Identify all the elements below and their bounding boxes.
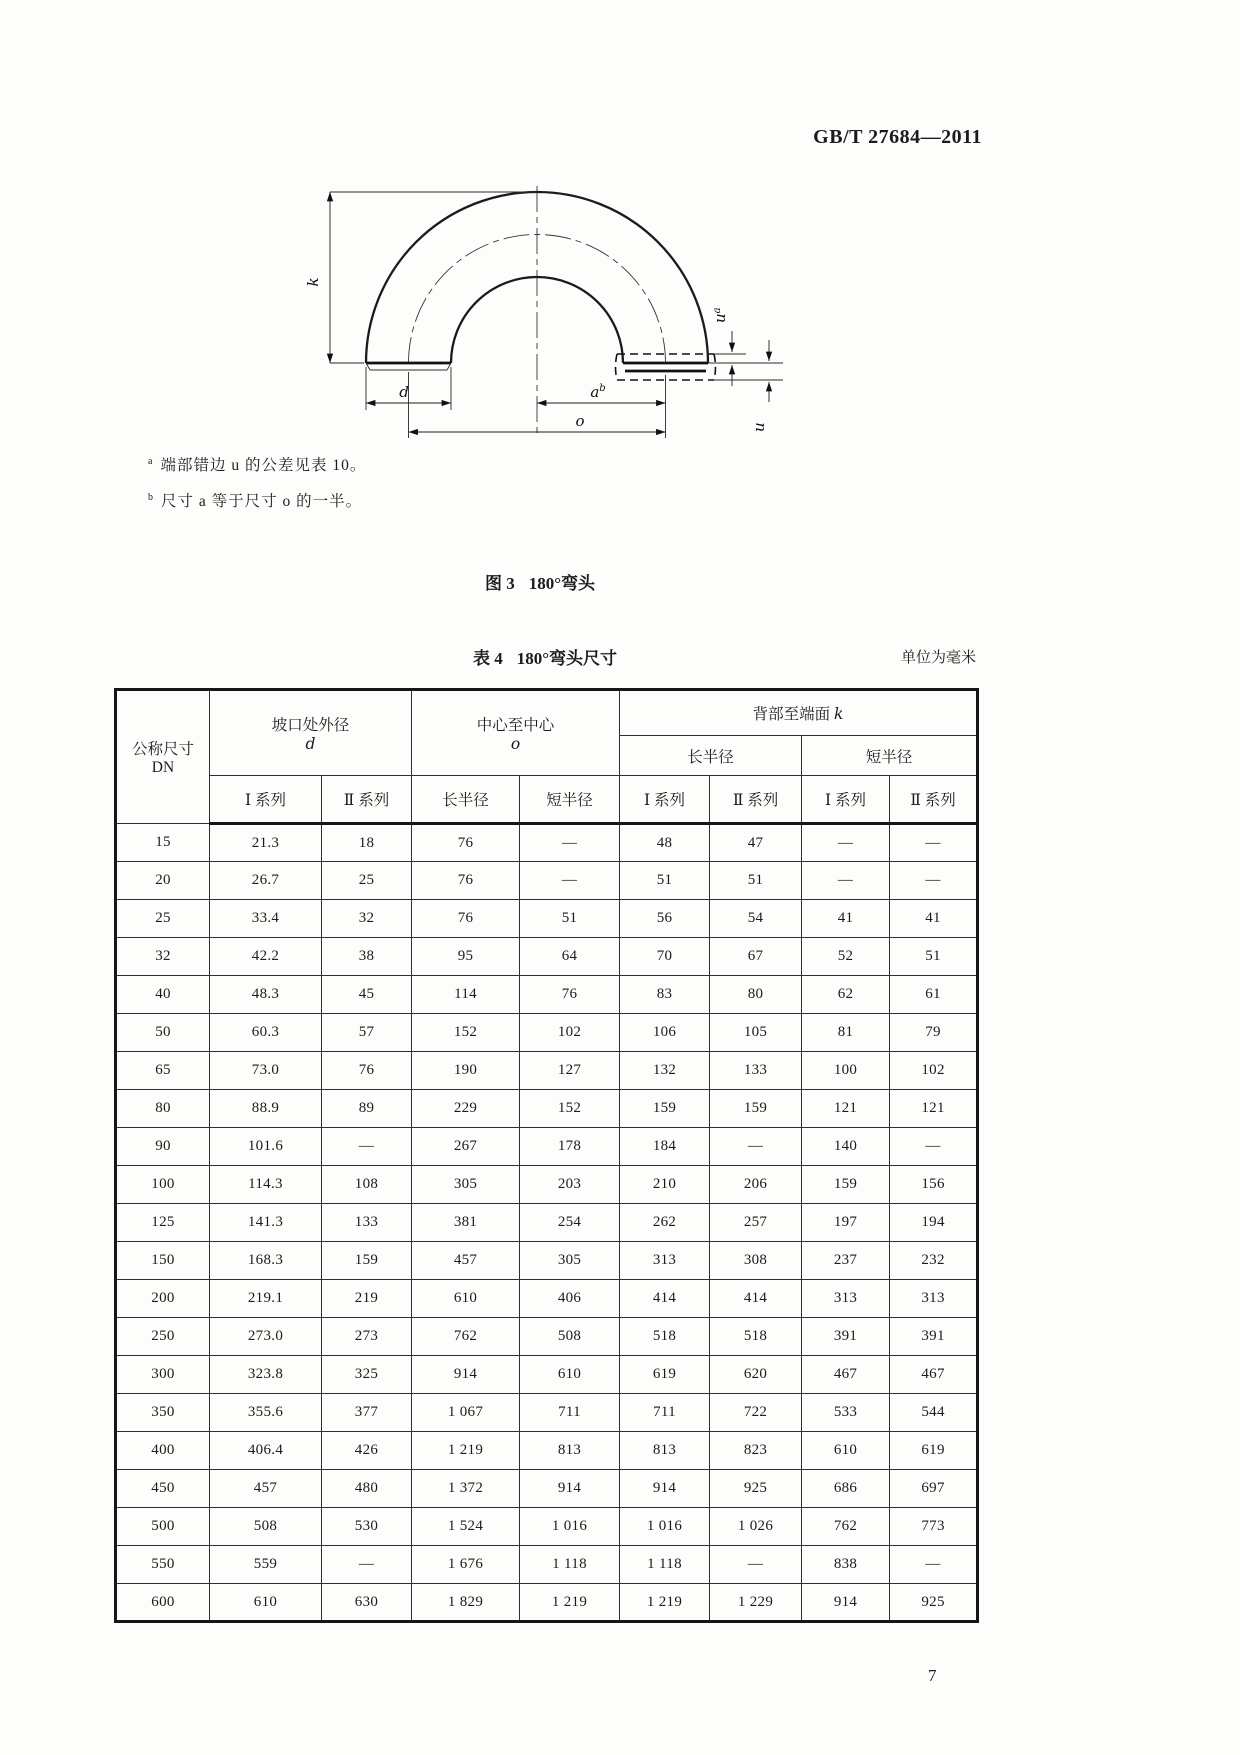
table-row bbox=[116, 1280, 978, 1318]
u-lower-label: u bbox=[750, 422, 768, 432]
unit-note: 单位为毫米 bbox=[900, 650, 976, 666]
table-cell: 45 bbox=[322, 976, 412, 1014]
table-cell: — bbox=[890, 1128, 978, 1166]
table-cell: 70 bbox=[620, 938, 710, 976]
table-cell: 257 bbox=[710, 1204, 802, 1242]
table-cell: — bbox=[322, 1128, 412, 1166]
elbow-figure bbox=[280, 180, 800, 448]
table-cell: 32 bbox=[116, 938, 210, 976]
table-cell: 47 bbox=[710, 824, 802, 862]
header-group-d: 坡口处外径 d bbox=[210, 690, 412, 776]
table-cell: 150 bbox=[116, 1242, 210, 1280]
table-cell: 262 bbox=[620, 1204, 710, 1242]
table-cell: 133 bbox=[710, 1052, 802, 1090]
table-cell: 619 bbox=[620, 1356, 710, 1394]
table-cell: 40 bbox=[116, 976, 210, 1014]
table-cell: 62 bbox=[802, 976, 890, 1014]
table-cell: 1 016 bbox=[520, 1508, 620, 1546]
table-cell: 600 bbox=[116, 1584, 210, 1622]
table-cell: 41 bbox=[890, 900, 978, 938]
table-cell: — bbox=[710, 1128, 802, 1166]
table-row bbox=[116, 1204, 978, 1242]
table-cell: 25 bbox=[116, 900, 210, 938]
table-cell: 544 bbox=[890, 1394, 978, 1432]
table-cell: 50 bbox=[116, 1014, 210, 1052]
header-short-radius: 短半径 bbox=[802, 736, 978, 776]
table-cell: 159 bbox=[802, 1166, 890, 1204]
table-cell: 254 bbox=[520, 1204, 620, 1242]
table-cell: 121 bbox=[890, 1090, 978, 1128]
table-cell: 184 bbox=[620, 1128, 710, 1166]
table-cell: 530 bbox=[322, 1508, 412, 1546]
table-cell: 76 bbox=[412, 862, 520, 900]
table-cell: 76 bbox=[412, 824, 520, 862]
table-row bbox=[116, 824, 978, 862]
table-row bbox=[116, 1470, 978, 1508]
table-cell: 121 bbox=[802, 1090, 890, 1128]
right-end-face bbox=[623, 363, 708, 371]
table-cell: 313 bbox=[802, 1280, 890, 1318]
table-cell: 61 bbox=[890, 976, 978, 1014]
table-cell: 350 bbox=[116, 1394, 210, 1432]
table-cell: 156 bbox=[890, 1166, 978, 1204]
table-cell: 178 bbox=[520, 1128, 620, 1166]
table-cell: — bbox=[520, 824, 620, 862]
table-cell: 52 bbox=[802, 938, 890, 976]
table-cell: 79 bbox=[890, 1014, 978, 1052]
table-cell: 105 bbox=[710, 1014, 802, 1052]
table-cell: 38 bbox=[322, 938, 412, 976]
table-cell: 114 bbox=[412, 976, 520, 1014]
k-dimension bbox=[304, 192, 537, 363]
table-cell: 686 bbox=[802, 1470, 890, 1508]
table-caption-row bbox=[114, 644, 976, 668]
table-cell: 102 bbox=[890, 1052, 978, 1090]
table-cell: 152 bbox=[412, 1014, 520, 1052]
table-cell: 102 bbox=[520, 1014, 620, 1052]
table-cell: 20 bbox=[116, 862, 210, 900]
table-cell: 838 bbox=[802, 1546, 890, 1584]
table-cell: — bbox=[890, 862, 978, 900]
header-k-long-series1: Ⅰ 系列 bbox=[620, 776, 710, 824]
footnote-b-text: 尺寸 a 等于尺寸 o 的一半。 bbox=[161, 493, 363, 511]
figure-caption bbox=[0, 569, 1080, 594]
table-cell: 56 bbox=[620, 900, 710, 938]
table-cell: 197 bbox=[802, 1204, 890, 1242]
table-cell: 414 bbox=[620, 1280, 710, 1318]
table-cell: 200 bbox=[116, 1280, 210, 1318]
table-cell: 25 bbox=[322, 862, 412, 900]
table-cell: 83 bbox=[620, 976, 710, 1014]
table-cell: 619 bbox=[890, 1432, 978, 1470]
header-long-radius: 长半径 bbox=[620, 736, 802, 776]
table-cell: 73.0 bbox=[210, 1052, 322, 1090]
table-cell: 203 bbox=[520, 1166, 620, 1204]
table-row bbox=[116, 1394, 978, 1432]
table-cell: 308 bbox=[710, 1242, 802, 1280]
header-k-long-series2: Ⅱ 系列 bbox=[710, 776, 802, 824]
header-dn: 公称尺寸 DN bbox=[116, 690, 210, 824]
table-cell: 15 bbox=[116, 824, 210, 862]
table-cell: 813 bbox=[620, 1432, 710, 1470]
table-cell: 100 bbox=[802, 1052, 890, 1090]
table-row bbox=[116, 1166, 978, 1204]
table-row bbox=[116, 976, 978, 1014]
table-row bbox=[116, 1090, 978, 1128]
a-label: $a^b$ bbox=[590, 383, 606, 401]
table-cell: 823 bbox=[710, 1432, 802, 1470]
table-cell: 381 bbox=[412, 1204, 520, 1242]
table-cell: 1 229 bbox=[710, 1584, 802, 1622]
table-cell: 300 bbox=[116, 1356, 210, 1394]
table-cell: 76 bbox=[520, 976, 620, 1014]
table-cell: 76 bbox=[412, 900, 520, 938]
table-row bbox=[116, 1052, 978, 1090]
table-cell: 210 bbox=[620, 1166, 710, 1204]
table-cell: 95 bbox=[412, 938, 520, 976]
table-cell: 64 bbox=[520, 938, 620, 976]
table-cell: 32 bbox=[322, 900, 412, 938]
table-cell: 355.6 bbox=[210, 1394, 322, 1432]
table-cell: — bbox=[710, 1546, 802, 1584]
page-number: 7 bbox=[928, 1666, 937, 1685]
table-cell: 500 bbox=[116, 1508, 210, 1546]
table-cell: 450 bbox=[116, 1470, 210, 1508]
footnote-b bbox=[148, 482, 366, 518]
table-cell: 41 bbox=[802, 900, 890, 938]
table-row bbox=[116, 1508, 978, 1546]
table-cell: 1 219 bbox=[412, 1432, 520, 1470]
table-cell: — bbox=[802, 862, 890, 900]
table-cell: 51 bbox=[520, 900, 620, 938]
figure-caption-label: 图 3 bbox=[484, 574, 515, 593]
table-row bbox=[116, 1356, 978, 1394]
table-cell: 914 bbox=[412, 1356, 520, 1394]
table-cell: 1 219 bbox=[520, 1584, 620, 1622]
header-d-series1: Ⅰ 系列 bbox=[210, 776, 322, 824]
table-cell: 391 bbox=[890, 1318, 978, 1356]
table-row bbox=[116, 900, 978, 938]
table-cell: 76 bbox=[322, 1052, 412, 1090]
table-cell: 1 829 bbox=[412, 1584, 520, 1622]
figure-caption-title: 180°弯头 bbox=[528, 574, 596, 593]
table-caption-title: 180°弯头尺寸 bbox=[516, 649, 618, 668]
table-cell: 1 372 bbox=[412, 1470, 520, 1508]
table-cell: 508 bbox=[520, 1318, 620, 1356]
left-end-face bbox=[366, 363, 451, 370]
table-cell: 406 bbox=[520, 1280, 620, 1318]
table-cell: 426 bbox=[322, 1432, 412, 1470]
table-cell: 42.2 bbox=[210, 938, 322, 976]
table-cell: 391 bbox=[802, 1318, 890, 1356]
table-row bbox=[116, 1584, 978, 1622]
table-cell: 51 bbox=[620, 862, 710, 900]
table-cell: 152 bbox=[520, 1090, 620, 1128]
table-row bbox=[116, 1432, 978, 1470]
table-cell: 1 524 bbox=[412, 1508, 520, 1546]
table-cell: 90 bbox=[116, 1128, 210, 1166]
table-cell: 48 bbox=[620, 824, 710, 862]
table-cell: 125 bbox=[116, 1204, 210, 1242]
table-caption-label: 表 4 bbox=[472, 649, 503, 668]
table-row bbox=[116, 1128, 978, 1166]
table-cell: 54 bbox=[710, 900, 802, 938]
table-cell: 190 bbox=[412, 1052, 520, 1090]
table-cell: 48.3 bbox=[210, 976, 322, 1014]
table-row bbox=[116, 1318, 978, 1356]
table-cell: 159 bbox=[710, 1090, 802, 1128]
table-cell: 57 bbox=[322, 1014, 412, 1052]
table-cell: 400 bbox=[116, 1432, 210, 1470]
table-cell: 1 118 bbox=[520, 1546, 620, 1584]
table-cell: 1 676 bbox=[412, 1546, 520, 1584]
table-cell: 610 bbox=[520, 1356, 620, 1394]
table-cell: 914 bbox=[620, 1470, 710, 1508]
table-row bbox=[116, 1014, 978, 1052]
header-o-long: 长半径 bbox=[412, 776, 520, 824]
table-cell: — bbox=[802, 824, 890, 862]
table-cell: 60.3 bbox=[210, 1014, 322, 1052]
footnote-a-text: 端部错边 u 的公差见表 10。 bbox=[160, 457, 367, 475]
header-d-series2: Ⅱ 系列 bbox=[322, 776, 412, 824]
table-cell: 711 bbox=[620, 1394, 710, 1432]
table-body bbox=[116, 824, 978, 1622]
header-o-short: 短半径 bbox=[520, 776, 620, 824]
table-cell: 406.4 bbox=[210, 1432, 322, 1470]
table-cell: 65 bbox=[116, 1052, 210, 1090]
table-cell: 457 bbox=[210, 1470, 322, 1508]
footnote-a-marker: a bbox=[148, 456, 153, 467]
table-cell: 132 bbox=[620, 1052, 710, 1090]
table-cell: 229 bbox=[412, 1090, 520, 1128]
table-cell: 773 bbox=[890, 1508, 978, 1546]
table-cell: — bbox=[890, 1546, 978, 1584]
table-cell: 610 bbox=[412, 1280, 520, 1318]
table-cell: 457 bbox=[412, 1242, 520, 1280]
table-cell: 133 bbox=[322, 1204, 412, 1242]
table-cell: 108 bbox=[322, 1166, 412, 1204]
table-cell: 26.7 bbox=[210, 862, 322, 900]
table-cell: 267 bbox=[412, 1128, 520, 1166]
table-cell: 159 bbox=[322, 1242, 412, 1280]
table-cell: 51 bbox=[890, 938, 978, 976]
footnote-a bbox=[148, 446, 366, 482]
figure-footnotes bbox=[148, 446, 366, 518]
a-dimension bbox=[537, 375, 666, 438]
table-row bbox=[116, 862, 978, 900]
table-row bbox=[116, 1546, 978, 1584]
table-cell: 1 016 bbox=[620, 1508, 710, 1546]
table-cell: 141.3 bbox=[210, 1204, 322, 1242]
table-cell: 313 bbox=[890, 1280, 978, 1318]
table-cell: 722 bbox=[710, 1394, 802, 1432]
header-group-k: 背部至端面 k bbox=[620, 690, 978, 736]
table-cell: 88.9 bbox=[210, 1090, 322, 1128]
table-cell: 237 bbox=[802, 1242, 890, 1280]
table-cell: — bbox=[890, 824, 978, 862]
u-upper-dimension bbox=[708, 307, 783, 386]
header-group-o: 中心至中心 o bbox=[412, 690, 620, 776]
d-label: d bbox=[399, 383, 409, 401]
table-cell: 323.8 bbox=[210, 1356, 322, 1394]
table-cell: 51 bbox=[710, 862, 802, 900]
table-cell: 1 067 bbox=[412, 1394, 520, 1432]
table-cell: 620 bbox=[710, 1356, 802, 1394]
table-header bbox=[116, 690, 978, 824]
table-cell: 80 bbox=[116, 1090, 210, 1128]
table-cell: 1 219 bbox=[620, 1584, 710, 1622]
table-cell: 101.6 bbox=[210, 1128, 322, 1166]
table-cell: 305 bbox=[412, 1166, 520, 1204]
table-cell: 194 bbox=[890, 1204, 978, 1242]
table-cell: 127 bbox=[520, 1052, 620, 1090]
table-cell: 273 bbox=[322, 1318, 412, 1356]
table-cell: 18 bbox=[322, 824, 412, 862]
table-cell: 80 bbox=[710, 976, 802, 1014]
table-cell: 813 bbox=[520, 1432, 620, 1470]
table-cell: 250 bbox=[116, 1318, 210, 1356]
table-cell: 377 bbox=[322, 1394, 412, 1432]
table-cell: 610 bbox=[210, 1584, 322, 1622]
table-cell: 518 bbox=[710, 1318, 802, 1356]
table-cell: 232 bbox=[890, 1242, 978, 1280]
table-cell: 508 bbox=[210, 1508, 322, 1546]
table-cell: 762 bbox=[802, 1508, 890, 1546]
table-cell: 559 bbox=[210, 1546, 322, 1584]
table-cell: 67 bbox=[710, 938, 802, 976]
table-cell: 81 bbox=[802, 1014, 890, 1052]
table-cell: 21.3 bbox=[210, 824, 322, 862]
u-upper-label: $u^a$ bbox=[711, 307, 729, 323]
header-k-short-series1: Ⅰ 系列 bbox=[802, 776, 890, 824]
table-cell: 533 bbox=[802, 1394, 890, 1432]
k-label: k bbox=[304, 277, 322, 287]
table-cell: 914 bbox=[802, 1584, 890, 1622]
table-cell: 914 bbox=[520, 1470, 620, 1508]
table-cell: 697 bbox=[890, 1470, 978, 1508]
table-row bbox=[116, 938, 978, 976]
table-cell: 467 bbox=[802, 1356, 890, 1394]
table-cell: 1 118 bbox=[620, 1546, 710, 1584]
table-cell: — bbox=[322, 1546, 412, 1584]
standard-number-header: GB/T 27684—2011 bbox=[813, 126, 982, 148]
table-row bbox=[116, 1242, 978, 1280]
table-cell: 168.3 bbox=[210, 1242, 322, 1280]
elbow-diagram bbox=[280, 180, 800, 448]
table-cell: 480 bbox=[322, 1470, 412, 1508]
table-cell: 925 bbox=[710, 1470, 802, 1508]
table-cell: 630 bbox=[322, 1584, 412, 1622]
table-cell: 106 bbox=[620, 1014, 710, 1052]
table-cell: 219.1 bbox=[210, 1280, 322, 1318]
table-cell: 305 bbox=[520, 1242, 620, 1280]
table-cell: 100 bbox=[116, 1166, 210, 1204]
table-cell: — bbox=[520, 862, 620, 900]
table-cell: 206 bbox=[710, 1166, 802, 1204]
table-cell: 925 bbox=[890, 1584, 978, 1622]
table-cell: 325 bbox=[322, 1356, 412, 1394]
table-caption bbox=[114, 644, 976, 669]
table-cell: 762 bbox=[412, 1318, 520, 1356]
table-cell: 1 026 bbox=[710, 1508, 802, 1546]
table-cell: 550 bbox=[116, 1546, 210, 1584]
header-k-short-series2: Ⅱ 系列 bbox=[890, 776, 978, 824]
table-cell: 467 bbox=[890, 1356, 978, 1394]
table-cell: 518 bbox=[620, 1318, 710, 1356]
table-cell: 414 bbox=[710, 1280, 802, 1318]
table-cell: 114.3 bbox=[210, 1166, 322, 1204]
table-cell: 140 bbox=[802, 1128, 890, 1166]
table-cell: 313 bbox=[620, 1242, 710, 1280]
table-cell: 89 bbox=[322, 1090, 412, 1128]
table-cell: 273.0 bbox=[210, 1318, 322, 1356]
table-cell: 610 bbox=[802, 1432, 890, 1470]
footnote-b-marker: b bbox=[148, 492, 153, 504]
o-label: o bbox=[575, 412, 585, 430]
table-cell: 219 bbox=[322, 1280, 412, 1318]
dimensions-table bbox=[114, 688, 979, 1623]
table-cell: 711 bbox=[520, 1394, 620, 1432]
table-cell: 33.4 bbox=[210, 900, 322, 938]
table-cell: 159 bbox=[620, 1090, 710, 1128]
